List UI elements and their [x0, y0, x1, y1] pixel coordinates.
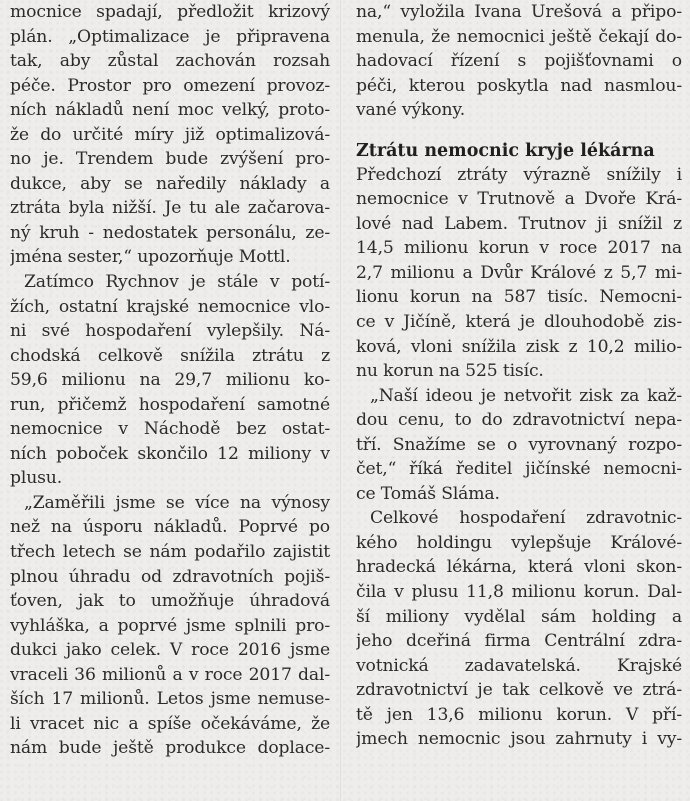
right-paragraph-3	[356, 506, 682, 751]
text-line: čila v plusu 11,8 milionu korun. Dal-	[356, 582, 682, 603]
text-line: vyhláška, a poprvé jsme splnili pro-	[10, 615, 330, 636]
text-line: plán. „Optimalizace je připravena	[10, 26, 330, 47]
text-line: ce Tomáš Sláma.	[356, 483, 500, 504]
text-line: ší miliony vydělal sám holding a	[356, 606, 682, 627]
text-line: hadovací řízení s pojišťovnami o	[356, 51, 682, 72]
text-line: nám bude ještě produkce doplace-	[10, 738, 330, 759]
text-line: že do určité míry již optimalizová-	[10, 124, 330, 145]
text-line: Celkové hospodaření zdravotnic-	[370, 508, 682, 529]
text-line: péče. Prostor pro omezení provoz-	[10, 75, 330, 96]
text-line: ztráta byla nižší. Je tu ale začarova-	[10, 198, 330, 219]
text-line: jména sester,“ upozorňuje Mottl.	[10, 247, 291, 268]
column-divider	[340, 0, 341, 801]
text-line: třech letech se nám podařilo zajistit	[10, 542, 330, 563]
text-line: čet,“ říká ředitel jičínské nemocni-	[356, 459, 682, 480]
text-line: tak, aby zůstal zachován rozsah	[10, 51, 330, 72]
text-line: hradecká lékárna, která vloni skon-	[356, 557, 682, 578]
text-line: ce v Jičíně, která je dlouhodobě zis-	[356, 312, 682, 333]
text-line: zdravotnictví je tak celkově ve ztrá-	[356, 680, 682, 701]
text-line: 59,6 milionu na 29,7 milionu ko-	[10, 370, 330, 391]
text-line: nu korun na 525 tisíc.	[356, 361, 544, 382]
text-line: nemocnice v Náchodě bez ostat-	[10, 419, 330, 440]
text-line: ný kruh - nedostatek personálu, ze-	[10, 222, 330, 243]
right-paragraph-1	[356, 163, 682, 384]
text-line: kého holdingu vylepšuje Králové-	[356, 532, 682, 553]
text-line: run, přičemž hospodaření samotné	[10, 394, 330, 415]
right-paragraph-2	[356, 384, 682, 507]
text-line: lové nad Labem. Trutnov ji snížil z	[356, 213, 682, 234]
text-line: Předchozí ztráty výrazně snížily i	[356, 164, 682, 185]
text-line: ni své hospodaření vylepšily. Ná-	[10, 321, 330, 342]
left-paragraph-1	[10, 0, 330, 270]
text-line: li vracet nic a spíše očekáváme, že	[10, 713, 330, 734]
text-line: nemocnice v Trutnově a Dvoře Krá-	[356, 189, 682, 210]
left-paragraph-2	[10, 270, 330, 491]
text-line: ších 17 milionů. Letos jsme nemuse-	[10, 689, 330, 710]
right-text-column	[356, 0, 682, 752]
text-line: mocnice spadají, předložit krizový	[10, 2, 330, 22]
text-line: ních poboček skončilo 12 miliony v	[10, 443, 330, 464]
text-line: žích, ostatní krajské nemocnice vlo-	[10, 296, 330, 317]
text-line: 14,5 milionu korun v roce 2017 na	[356, 238, 682, 259]
text-line: no je. Trendem bude zvýšení pro-	[10, 149, 330, 170]
text-line: dukci jako celek. V roce 2016 jsme	[10, 640, 330, 661]
text-line: „Zaměřili jsme se více na výnosy	[24, 492, 330, 513]
text-line: votnická zadavatelská. Krajské	[356, 655, 682, 676]
text-line: ková, vloni snížila zisk z 10,2 milio-	[356, 336, 682, 357]
text-line: lionu korun na 587 tisíc. Nemocni-	[356, 287, 682, 308]
text-line: tě jen 13,6 milionu korun. V pří-	[356, 704, 682, 725]
text-line: dukce, aby se naředily náklady a	[10, 173, 330, 194]
text-line: jmech nemocnic jsou zahrnuty i vy-	[356, 729, 682, 750]
text-line: vané výkony.	[356, 100, 466, 121]
text-line: péči, kterou poskytla nad nasmlou-	[356, 75, 682, 96]
text-line: plnou úhradu od zdravotních pojiš-	[10, 566, 330, 587]
left-paragraph-3	[10, 491, 330, 761]
text-line: jeho dceřiná firma Centrální zdra-	[356, 631, 682, 652]
text-line: plusu.	[10, 468, 63, 489]
section-heading: Ztrátu nemocnic kryje lékárna	[356, 140, 655, 161]
text-line: „Naší ideou je netvořit zisk za kaž-	[370, 385, 682, 406]
text-line: ťoven, jak to umožňuje úhradová	[10, 591, 330, 612]
left-text-column	[10, 0, 330, 761]
text-line: vraceli 36 milionů a v roce 2017 dal-	[10, 664, 330, 685]
text-line: na,“ vyložila Ivana Urešová a připo-	[356, 2, 682, 22]
text-line: tří. Snažíme se o vyrovnaný rozpo-	[356, 434, 682, 455]
text-line: menula, že nemocnici ještě čekají do-	[356, 26, 682, 47]
paragraph-gap	[356, 123, 682, 137]
text-line: chodská celkově snížila ztrátu z	[10, 345, 330, 366]
text-line: Zatímco Rychnov je stále v potí-	[24, 272, 330, 293]
text-line: ních nákladů není moc velký, proto-	[10, 100, 330, 121]
text-line: dou cenu, to do zdravotnictví nepa-	[356, 410, 682, 431]
text-line: 2,7 milionu a Dvůr Králové z 5,7 mi-	[356, 262, 682, 283]
right-intro-paragraph	[356, 0, 682, 123]
text-line: než na úsporu nákladů. Poprvé po	[10, 517, 330, 538]
